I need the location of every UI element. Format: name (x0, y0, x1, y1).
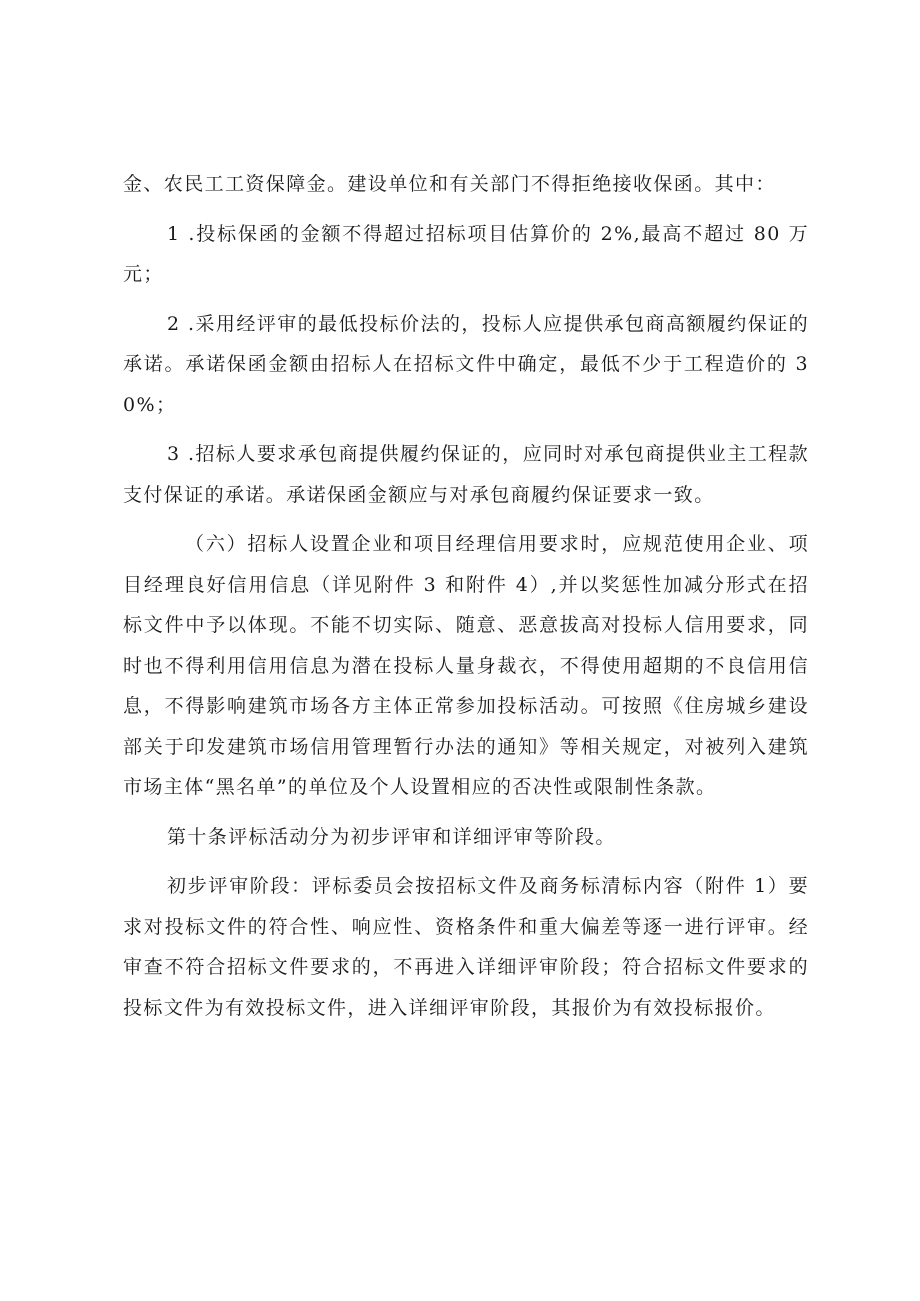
paragraph-item-3: 3 .招标人要求承包商提供履约保证的，应同时对承包商提供业主工程款支付保证的承诺。承诺保函金额应与对承包商履约保证要求一致。 (123, 443, 809, 506)
paragraph-item-2: 2 .采用经评审的最低投标价法的，投标人应提供承包商高额履约保证的承诺。承诺保函金额由招标人在招标文件中确定，最低不少于工程造价的 30%； (123, 312, 809, 416)
paragraph-preliminary-review: 初步评审阶段：评标委员会按招标文件及商务标清标内容（附件 1）要求对投标文件的符合性、响应性、资格条件和重大偏差等逐一进行评审。经审查不符合招标文件要求的，不再进入详细评审阶段；符合招标文件要求的投标文件为有效投标文件，进入详细评审阶段，其报价为有效投标报价。 (123, 875, 809, 1019)
paragraph-article-10: 第十条评标活动分为初步评审和详细评审等阶段。 (167, 825, 616, 848)
paragraph-section-6: （六）招标人设置企业和项目经理信用要求时，应规范使用企业、项目经理良好信用信息（详见附件 3 和附件 4）,并以奖惩性加减分形式在招标文件中予以体现。不能不切实际、随意、恶意拔高对投标人信用要求，同时也不得利用信用信息为潜在投标人量身裁衣，不得使用超期的不良信用信息，不得影响建筑市场各方主体正常参加投标活动。可按照《住房城乡建设部关于印发建筑市场信用管理暂行办法的通知》等相关规定，对被列入建筑市场主体“黑名单”的单位及个人设置相应的否决性或限制性条款。 (123, 533, 809, 798)
document-body (123, 164, 809, 1037)
paragraph-guarantee-continuation: 金、农民工工资保障金。建设单位和有关部门不得拒绝接收保函。其中： (123, 173, 776, 195)
paragraph-item-1: 1 .投标保函的金额不得超过招标项目估算价的 2%,最高不超过 80 万元； (123, 222, 809, 285)
